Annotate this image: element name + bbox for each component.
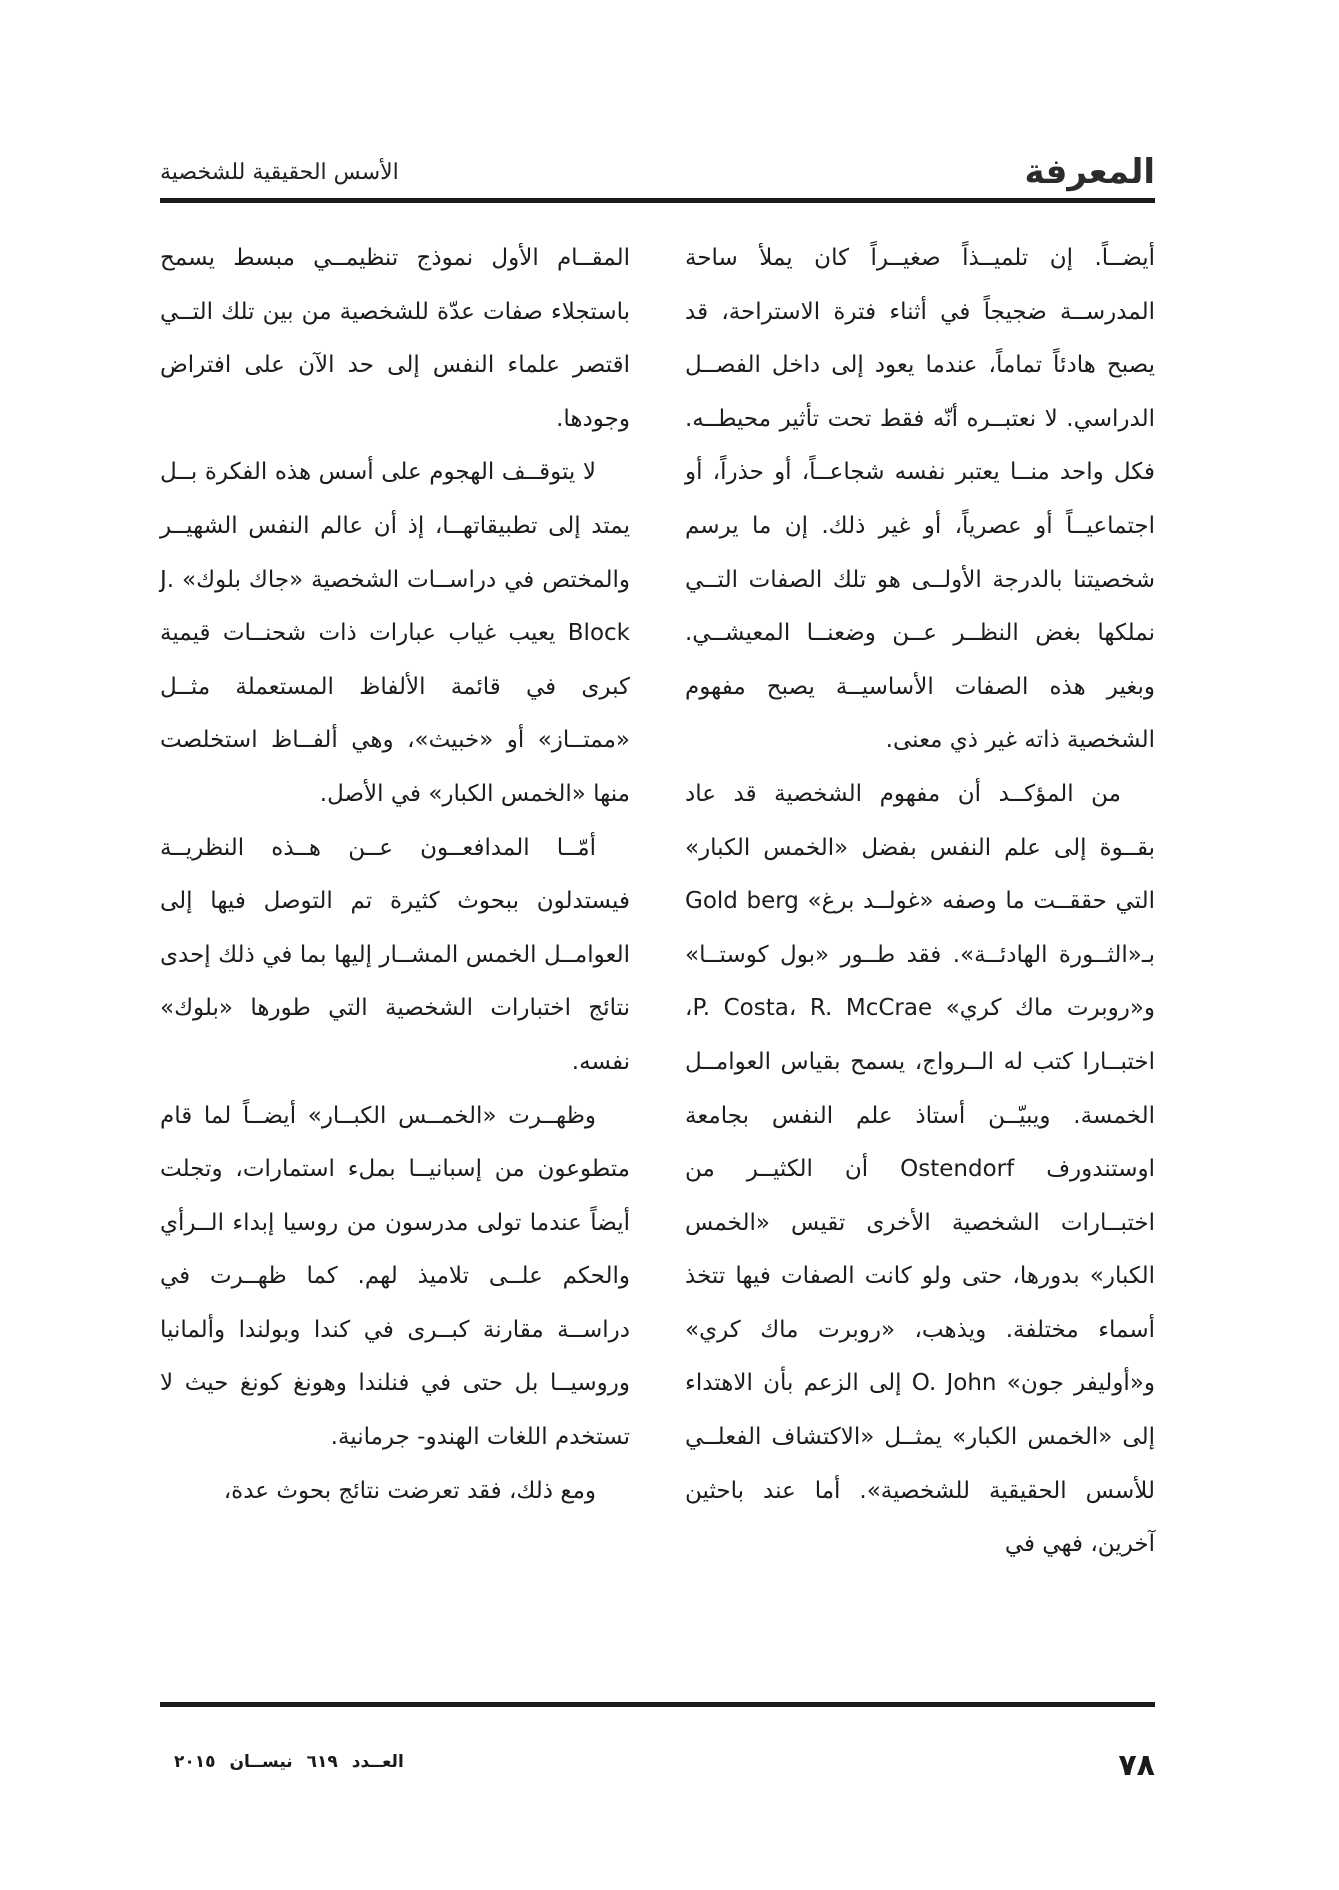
magazine-logo: المعرفة (1024, 152, 1155, 192)
paragraph: المقــام الأول نموذج تنظيمــي مبسط يسمح باستجلاء صفات عدّة للشخصية من بين تلك التــي اقتصر علماء النفس إلى حد الآن على افتراض وجودها. (160, 245, 630, 432)
running-title: الأسس الحقيقية للشخصية (160, 160, 399, 185)
left-column (160, 232, 630, 1518)
paragraph: أمّــا المدافعــون عــن هــذه النظريــة فيستدلون ببحوث كثيرة تم التوصل فيها إلى العوامــل الخمس المشــار إليها بما في ذلك إحدى نتائج اختبارات الشخصية التي طورها «بلوك» نفسه. (160, 834, 630, 1075)
paragraph: من المؤكــد أن مفهوم الشخصية قد عاد بقــوة إلى علم النفس بفضل «الخمس الكبار» التي حققــت ما وصفه «غولــد برغ» Gold berg بـ«الثــورة الهادئــة». فقد طــور «بول كوستــا» و«روبرت ماك كري» P. Costa، R. McCrae، اختبــارا كتب له الــرواج، يسمح بقياس العوامــل الخمسة. ويبيّــن أستاذ علم النفس بجامعة اوستندورف Ostendorf أن الكثيــر من اختبــارات الشخصية الأخرى تقيس «الخمس الكبار» بدورها، حتى ولو كانت الصفات فيها تتخذ أسماء مختلفة. ويذهب، «روبرت ماك كري» و«أوليفر جون» O. John إلى الزعم بأن الاهتداء إلى «الخمس الكبار» يمثــل «الاكتشاف الفعلــي للأسس الحقيقية للشخصية». أما عند باحثين آخرين، فهي في (685, 780, 1155, 1558)
issue-month: نيســان (229, 1752, 293, 1772)
right-column (685, 232, 1155, 1572)
issue-year: ٢٠١٥ (174, 1752, 216, 1772)
paragraph: ومع ذلك، فقد تعرضت نتائج بحوث عدة، (223, 1477, 596, 1504)
issue-info (160, 1752, 404, 1772)
footer-rule (160, 1702, 1155, 1707)
paragraph: لا يتوقــف الهجوم على أسس هذه الفكرة بــل يمتد إلى تطبيقاتهــا، إذ أن عالم النفس الشهيــر والمختص في دراســات الشخصية «جاك بلوك» J. Block يعيب غياب عبارات ذات شحنــات قيمية كبرى في قائمة الألفاظ المستعملة مثــل «ممتــاز» أو «خبيث»، وهي ألفــاظ استخلصت منها «الخمس الكبار» في الأصل. (160, 459, 630, 807)
paragraph: وظهــرت «الخمــس الكبــار» أيضــاً لما قام متطوعون من إسبانيــا بملء استمارات، وتجلت أيضاً عندما تولى مدرسون من روسيا إبداء الــرأي والحكم علــى تلاميذ لهم. كما ظهــرت في دراســة مقارنة كبــرى في كندا وبولندا وألمانيا وروسيــا بل حتى في فنلندا وهونغ كونغ حيث لا تستخدم اللغات الهندو- جرمانية. (160, 1102, 630, 1451)
issue-number: ٦١٩ (306, 1752, 338, 1772)
page-number: ٧٨ (1118, 1748, 1155, 1783)
header-rule (160, 198, 1155, 203)
page-header (160, 146, 1155, 196)
paragraph: أيضــاً. إن تلميــذاً صغيــراً كان يملأ ساحة المدرســة ضجيجاً في أثناء فترة الاستراحة، قد يصبح هادئاً تماماً، عندما يعود إلى داخل الفصــل الدراسي. لا نعتبــره أنّه فقط تحت تأثير محيطــه. فكل واحد منــا يعتبر نفسه شجاعــاً، أو حذراً، أو اجتماعيــاً أو عصرياً، أو غير ذلك. إن ما يرسم شخصيتنا بالدرجة الأولــى هو تلك الصفات التــي نملكها بغض النظــر عــن وضعنــا المعيشــي. وبغير هذه الصفات الأساسيــة يصبح مفهوم الشخصية ذاته غير ذي معنى. (685, 245, 1155, 754)
issue-label: العــدد (351, 1752, 404, 1772)
